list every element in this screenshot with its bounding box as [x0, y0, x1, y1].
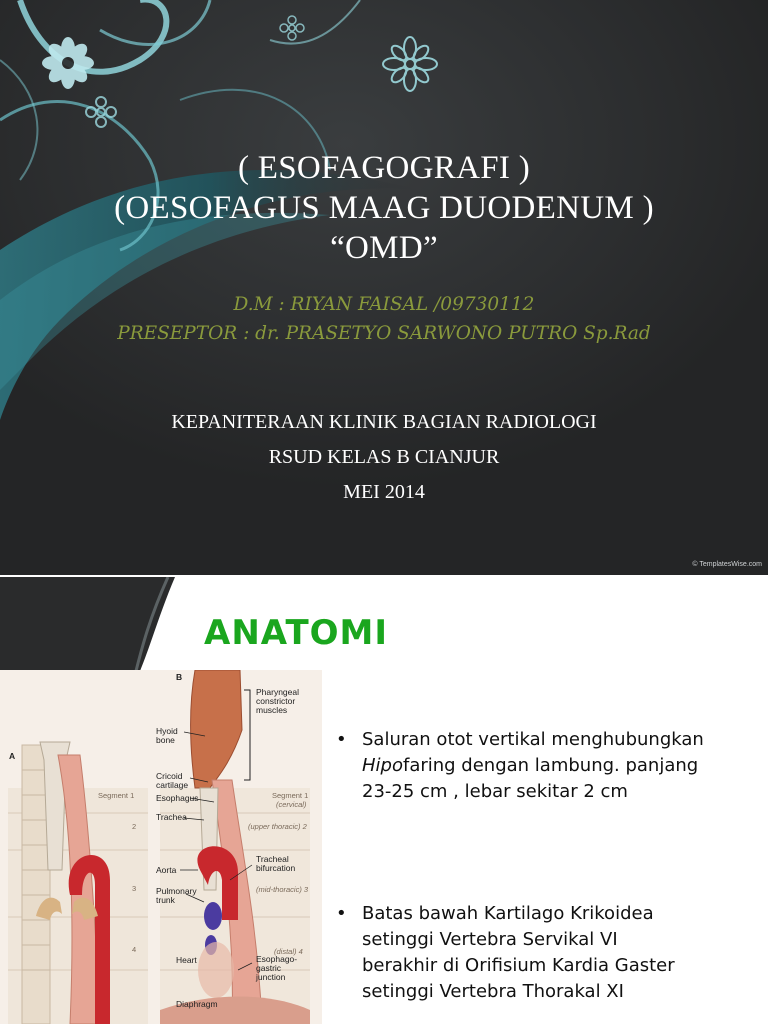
label-pharyngeal-constrictor: Pharyngeal constrictor muscles	[256, 687, 300, 715]
bullet-list	[336, 727, 756, 1005]
panel-a-label: A	[9, 751, 16, 761]
label-trachea: Trachea	[156, 812, 187, 822]
title-line-2: (OESOFAGUS MAAG DUODENUM )	[114, 190, 654, 226]
segment-b-4: (distal) 4	[274, 947, 303, 956]
bullet-1-line-3: 23-25 cm , lebar sekitar 2 cm	[362, 781, 628, 802]
preceptor-line: PRESEPTOR : dr. PRASETYO SARWONO PUTRO Sp.Rad	[117, 323, 651, 344]
corner-decoration	[0, 577, 200, 677]
label-heart: Heart	[176, 955, 197, 965]
bullet-1-line-1: Saluran otot vertikal menghubungkan	[362, 729, 704, 750]
label-hyoid-bone: Hyoid bone	[156, 726, 178, 745]
bullet-glyph: •	[336, 903, 347, 924]
bullet-1-line-2-rest: faring dengan lambung. panjang	[402, 755, 699, 776]
bullet-glyph: •	[336, 729, 347, 750]
anatomy-slide	[0, 577, 768, 1024]
segment-a-3: 3	[132, 884, 137, 893]
institution-line-1: KEPANITERAAN KLINIK BAGIAN RADIOLOGI	[171, 411, 597, 433]
author-line: D.M : RIYAN FAISAL /09730112	[233, 294, 535, 315]
label-pulmonary-trunk: Pulmonary trunk	[156, 886, 197, 905]
institution-line-3: MEI 2014	[343, 481, 425, 503]
bullet-item-1	[336, 727, 756, 805]
segment-a-4: 4	[132, 945, 137, 954]
label-aorta: Aorta	[156, 865, 177, 875]
bullet-2-line-1: Batas bawah Kartilago Krikoidea	[362, 903, 654, 924]
label-esophagogastric-junction: Esophago- gastric junction	[256, 954, 298, 982]
title-line-3: “OMD”	[330, 230, 438, 266]
segment-a-1: Segment 1	[98, 791, 135, 800]
bullet-item-2	[336, 901, 756, 1005]
segment-b-1: Segment 1	[272, 791, 309, 800]
label-cricoid-cartilage: Cricoid cartilage	[156, 771, 189, 790]
bullet-2-line-3: berakhir di Orifisium Kardia Gaster	[362, 955, 675, 976]
slide-title	[0, 148, 768, 268]
segment-b-cervical: (cervical)	[276, 800, 307, 809]
template-credit: © TemplatesWise.com	[692, 561, 762, 568]
segment-a-2: 2	[132, 822, 137, 831]
segment-b-2: (upper thoracic) 2	[248, 822, 307, 831]
label-tracheal-bifurcation: Tracheal bifurcation	[256, 854, 296, 873]
panel-b-label: B	[176, 672, 183, 682]
bullet-2-line-2: setinggi Vertebra Servikal VI	[362, 929, 618, 950]
bullet-2-line-4: setinggi Vertebra Thorakal XI	[362, 981, 624, 1002]
institution-line-2: RSUD KELAS B CIANJUR	[268, 446, 500, 468]
title-line-1: ( ESOFAGOGRAFI )	[237, 150, 531, 186]
bullet-1-italic: Hipo	[362, 755, 403, 776]
bullet-1-line-2	[362, 753, 756, 779]
esophagus-anatomy-figure	[0, 670, 322, 1024]
label-diaphragm: Diaphragm	[176, 999, 218, 1009]
label-esophagus: Esophagus	[156, 793, 199, 803]
section-title: ANATOMI	[204, 613, 389, 653]
segment-b-3: (mid-thoracic) 3	[256, 885, 309, 894]
